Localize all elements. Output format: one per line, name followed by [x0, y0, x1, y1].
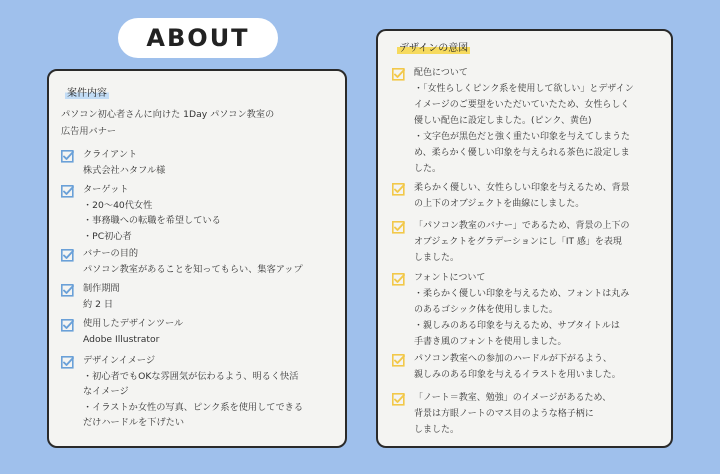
item-line: なイメージ: [83, 386, 129, 397]
checkbox-checked-icon: [61, 185, 73, 197]
item-line: 株式会社ハタフル様: [83, 164, 166, 176]
item-line: しました。: [414, 425, 460, 435]
item-line: ・柔らかく優しい印象を与えるため、フォントは丸み: [414, 289, 630, 299]
item-text: [83, 246, 343, 277]
project-details-title: 案件内容: [65, 84, 109, 99]
item-heading: クライアント: [83, 149, 138, 160]
item-line: のあるゴシック体を使用しました。: [414, 305, 558, 315]
item-line: しました。: [414, 253, 460, 263]
intent-item: [392, 218, 670, 266]
item-text: [83, 147, 343, 178]
checkbox-checked-icon: [61, 249, 73, 261]
item-line: ・文字色が黒色だと強く重たい印象を与えてしまうた: [414, 132, 631, 142]
item-text: [414, 218, 670, 266]
item-heading: フォントについて: [414, 273, 486, 283]
item-text: [414, 180, 670, 212]
item-text: [83, 316, 343, 347]
item-line: だけハードルを下げたい: [83, 417, 185, 428]
item-heading: 配色について: [414, 68, 468, 78]
checkbox-checked-icon: [392, 354, 404, 366]
detail-item: [61, 246, 343, 277]
item-line: ・20〜40代女性: [83, 199, 153, 211]
item-line: した。: [414, 164, 442, 174]
detail-item: [61, 147, 343, 178]
item-line: オブジェクトをグラデーションにし「IT 感」を表現: [414, 237, 622, 247]
item-heading: 「ノート＝教室、勉強」のイメージがあるため、: [414, 393, 612, 403]
item-line: ・事務職への転職を希望している: [83, 215, 221, 226]
design-intent-card: [376, 29, 673, 448]
intent-item: [392, 65, 670, 177]
item-heading: 制作期間: [83, 283, 120, 294]
design-intent-title: デザインの意図: [397, 39, 470, 54]
item-line: ・親しみのある印象を与えるため、サブタイトルは: [414, 321, 620, 331]
item-heading: ターゲット: [83, 184, 129, 195]
checkbox-checked-icon: [392, 68, 404, 80]
intent-item: [392, 351, 670, 383]
item-line: 手書き風のフォントを使用しました。: [414, 337, 567, 347]
item-text: [414, 270, 670, 350]
checkbox-checked-icon: [61, 356, 73, 368]
checkbox-checked-icon: [392, 221, 404, 233]
intent-item: [392, 180, 670, 212]
item-heading: 使用したデザインツール: [83, 318, 184, 329]
item-text: [414, 390, 670, 438]
checkbox-checked-icon: [61, 150, 73, 162]
intro-line: パソコン初心者さんに向けた 1Day パソコン教室の: [61, 109, 275, 120]
intent-item: [392, 390, 670, 438]
detail-item: [61, 316, 343, 347]
intro-line: 広告用バナー: [61, 126, 117, 137]
item-text: [83, 353, 343, 431]
detail-item: [61, 281, 343, 312]
checkbox-checked-icon: [392, 273, 404, 285]
project-intro: [61, 106, 341, 140]
item-heading: パソコン教室への参加のハードルが下がるよう、: [414, 354, 612, 364]
item-line: イメージのご要望をいただいていたため、女性らしく: [414, 100, 630, 110]
item-line: 優しい配色に設定しました。(ピンク、黄色): [414, 116, 592, 126]
item-heading: バナーの目的: [83, 248, 139, 259]
detail-item: [61, 353, 343, 431]
checkbox-checked-icon: [61, 319, 73, 331]
item-line: ・初心者でもOKな雰囲気が伝わるよう、明るく快活: [83, 370, 299, 382]
item-text: [414, 351, 670, 383]
item-line: 背景は方眼ノートのマス目のような格子柄に: [414, 409, 594, 419]
item-text: [83, 281, 343, 312]
checkbox-checked-icon: [392, 183, 404, 195]
item-heading: 柔らかく優しい、女性らしい印象を与えるため、背景: [414, 183, 630, 193]
item-line: ・PC初心者: [83, 230, 132, 242]
item-line: Adobe Illustrator: [83, 333, 160, 345]
item-heading: デザインイメージ: [83, 355, 156, 366]
item-heading: 「パソコン教室のバナー」であるため、背景の上下の: [414, 221, 630, 231]
item-text: [414, 65, 670, 177]
about-heading: ABOUT: [118, 18, 278, 58]
item-line: パソコン教室があることを知ってもらい、集客アップ: [83, 263, 303, 275]
item-line: ・イラストか女性の写真、ピンク系を使用してできる: [83, 401, 304, 413]
checkbox-checked-icon: [392, 393, 404, 405]
item-line: ・「女性らしくピンク系を使用して欲しい」とデザイン: [414, 84, 634, 94]
item-line: の上下のオブジェクトを曲線にしました。: [414, 199, 585, 209]
item-text: [83, 182, 343, 244]
detail-item: [61, 182, 343, 244]
item-line: め、柔らかく優しい印象を与えられる茶色に設定しま: [414, 148, 630, 158]
intent-item: [392, 270, 670, 350]
item-line: 約 2 日: [83, 298, 114, 310]
project-details-card: [47, 69, 347, 448]
item-line: 親しみのある印象を与えるイラストを用いました。: [414, 370, 621, 380]
checkbox-checked-icon: [61, 284, 73, 296]
